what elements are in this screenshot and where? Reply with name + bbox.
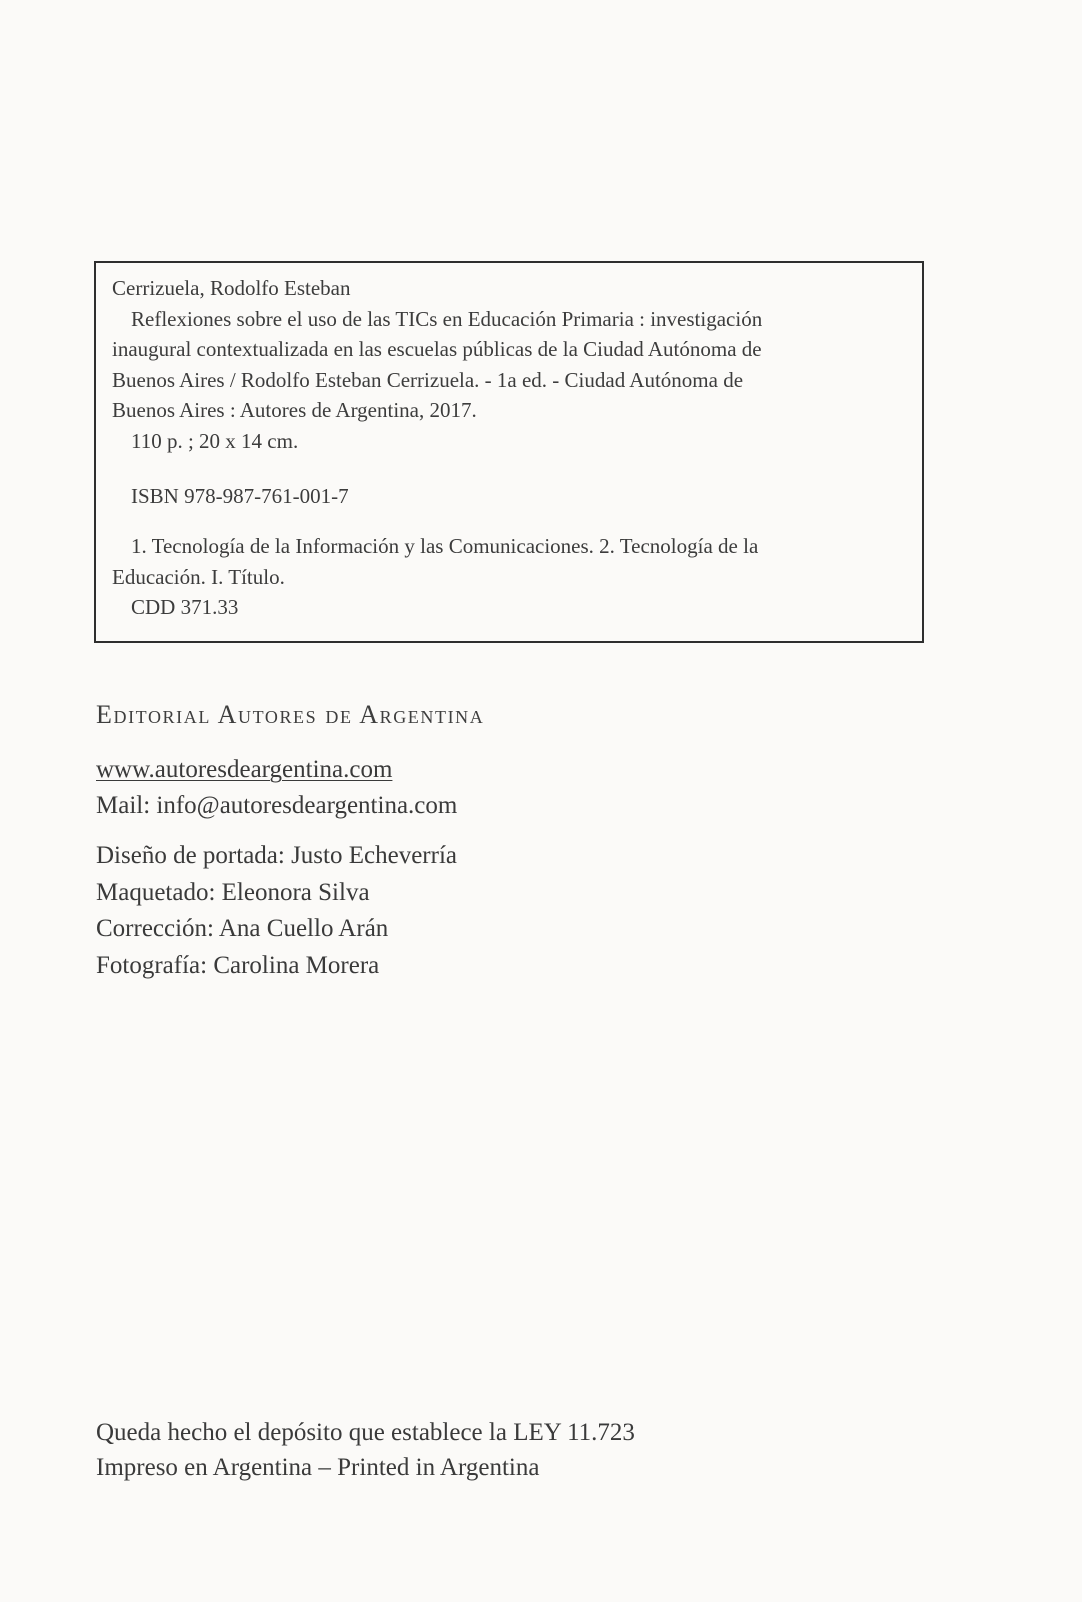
catalog-subject-line: 1. Tecnología de la Información y las Comunicaciones. 2. Tecnología de la xyxy=(131,534,759,559)
legal-notice xyxy=(96,1415,635,1485)
publisher-contact xyxy=(96,752,457,824)
catalog-subject-line: Educación. I. Título. xyxy=(112,564,285,589)
legal-deposit: Queda hecho el depósito que establece la LEY 11.723 xyxy=(96,1419,635,1446)
catalog-title-line: inaugural contextualizada en las escuelas públicas de la Ciudad Autónoma de xyxy=(112,337,762,362)
catalog-record-box xyxy=(94,261,924,643)
catalog-physical-description: 110 p. ; 20 x 14 cm. xyxy=(131,428,299,453)
catalog-title-line: Reflexiones sobre el uso de las TICs en Educación Primaria : investigación xyxy=(131,306,763,331)
credit-line: Diseño de portada: Justo Echeverría xyxy=(96,842,457,869)
catalog-isbn: ISBN 978-987-761-001-7 xyxy=(131,483,349,508)
catalog-title-line: Buenos Aires / Rodolfo Esteban Cerrizuela. - 1a ed. - Ciudad Autónoma de xyxy=(112,367,744,392)
legal-printed: Impreso en Argentina – Printed in Argentina xyxy=(96,1454,540,1481)
publisher-website-link[interactable]: www.autoresdeargentina.com xyxy=(96,756,393,783)
catalog-title-line: Buenos Aires : Autores de Argentina, 2017. xyxy=(112,398,477,423)
publisher-name: Editorial Autores de Argentina xyxy=(96,700,485,729)
catalog-author: Cerrizuela, Rodolfo Esteban xyxy=(112,276,351,300)
credit-line: Corrección: Ana Cuello Arán xyxy=(96,915,389,942)
credit-line: Fotografía: Carolina Morera xyxy=(96,951,380,979)
credits-list xyxy=(96,838,457,984)
publisher-mail: Mail: info@autoresdeargentina.com xyxy=(96,792,458,819)
catalog-cdd: CDD 371.33 xyxy=(131,595,239,620)
credit-line: Maquetado: Eleonora Silva xyxy=(96,878,370,906)
